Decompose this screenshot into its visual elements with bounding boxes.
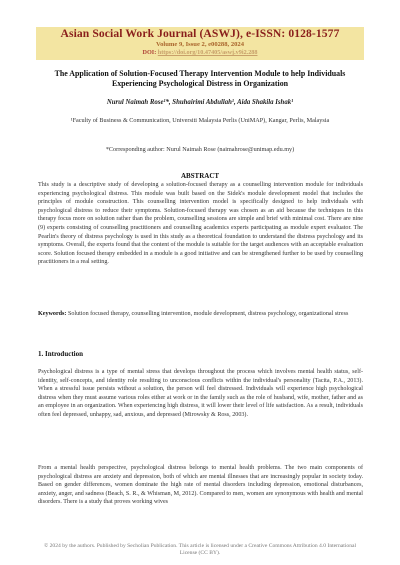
keywords-text: Solution focused therapy, counselling intervention, module development, distress psychology, organizational stress [67, 311, 349, 317]
journal-doi [36, 49, 364, 56]
journal-header [36, 27, 364, 60]
section-heading-introduction: 1. Introduction [38, 350, 83, 358]
keywords [38, 310, 363, 319]
paper-title: The Application of Solution-Focused Therapy Intervention Module to help Individuals Experiencing Psychological Distress in Organization [54, 69, 346, 88]
journal-title: Asian Social Work Journal (ASWJ), e-ISSN: 0128-1577 [60, 27, 340, 40]
doi-link[interactable]: https://doi.org/10.47405/aswj.v9i2.288 [157, 49, 258, 56]
journal-volume: Volume 9, Issue 2, e00288, 2024 [155, 41, 245, 48]
keywords-label: Keywords: [38, 311, 67, 317]
abstract-heading: ABSTRACT [180, 172, 220, 180]
paragraph: From a mental health perspective, psychological distress belongs to mental health problems. The two main components of psychological distress are anxiety and depression, both of which are mental illnesses that are increasingly popular in society today. Based on gender differences, women dominate the high rate of mental disorders including depression, emotional disturbances, anxiety, anger, and sadness (Beach, S. R., & Whisman, M, 2012). Compared to men, women are synonymous with health and mental disorders. There is a study that proves working wives [38, 465, 363, 506]
license-footer: © 2024 by the authors. Published by Secholian Publication. This article is licensed under a Creative Commons Attribution 4.0 International License (CC BY). [43, 543, 357, 557]
author-list: Nurul Naimah Rose¹*, Shuhairimi Abdullah¹, Aida Shakila Ishak¹ [106, 99, 294, 106]
corresponding-author: *Corresponding author: Nurul Naimah Rose (naimahrose@unimap.edu.my) [105, 146, 295, 153]
paragraph: Psychological distress is a type of mental stress that develops throughout the process which involves mental health status, self-identity, self-concepts, and identity role resulting to unconscious conflicts within the individual's personality (Tacita, P.A., 2013). When a stressful issue persists without a solution, the person will feel distressed. Individuals will experience high psychological distress when they must assume various roles either at work or in the family such as the role of husband, wife, mother, father and as an employee in an organization. When experiencing high distress, it will lower their level of life satisfaction. As a result, individuals often feel depressed, unhappy, sad, anxious, and depressed (Mirowsky & Ross, 2003). [38, 369, 363, 418]
affiliation: ¹Faculty of Business & Communication, Universiti Malaysia Perlis (UniMAP), Kangar, Perlis, Malaysia [70, 117, 330, 124]
doi-label: DOI: [142, 49, 157, 56]
abstract-text: This study is a descriptive study of developing a solution-focused therapy as a counselling intervention module for individuals experiencing psychological distress. This module was built based on the Sidek's module development model that includes the principles of module construction. This counselling intervention model is specifically designed to help individuals with psychological distress to reduce their symptoms. Solution-focused therapy was chosen as an aid because the techniques in this therapy focus more on solution rather than the problem, counselling sessions are simple and brief with minimal cost. There are nine (9) experts consisting of counselling practitioners and counselling academics experts participating as module expert evaluator. The Pearlin's theory of distress psychology is used in this study as a theoretical foundation to understand the distress psychology and its symptoms. Overall, the experts found that the content of the module is suitable for the target audiences with an acceptable evaluation score. Solution focused therapy embedded in a module is a good initiative and can be strengthened further to be used by counselling practitioners in a real setting. [38, 182, 363, 266]
